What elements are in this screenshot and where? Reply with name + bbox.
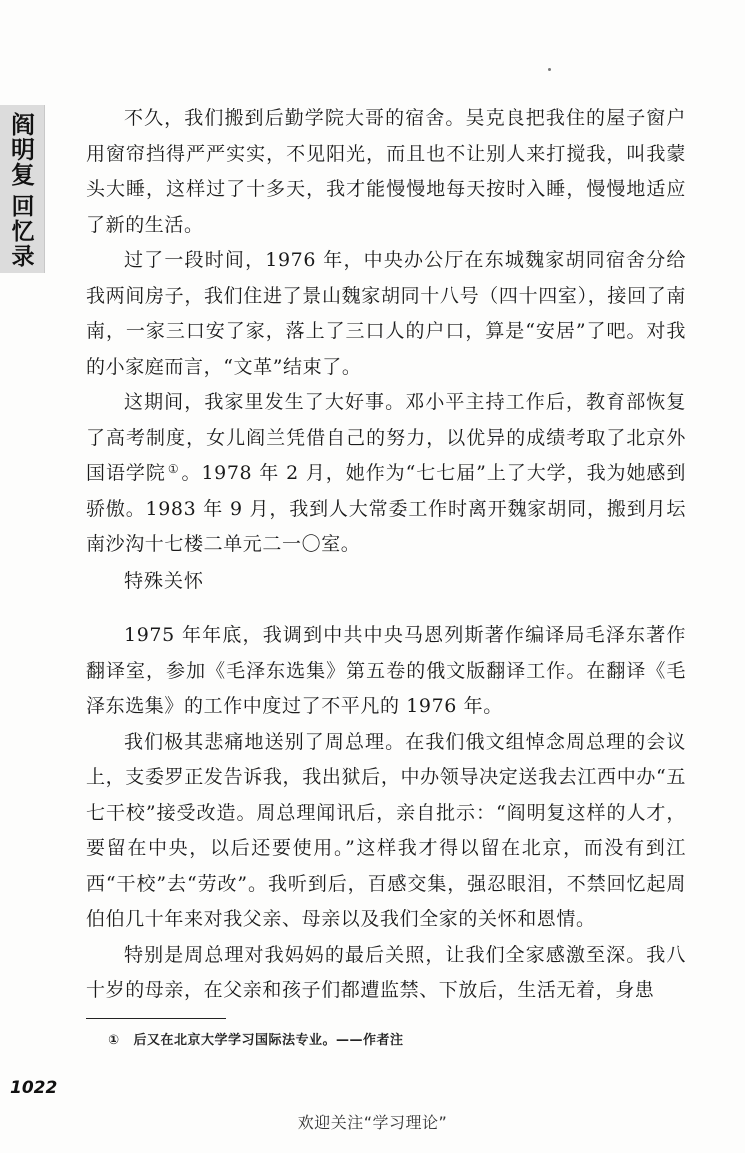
body-text-bottom <box>86 618 686 1009</box>
paragraph: 过了一段时间，1976 年，中央办公厅在东城魏家胡同宿舍分给我两间房子，我们住进了景山魏家胡同十八号（四十四室），接回了南南，一家三口安了家，落上了三口人的户口，算是“安居”了吧。对我的小家庭而言，“文革”结束了。 <box>86 249 686 378</box>
paragraph-text: 这期间，我家里发生了大好事。邓小平主持工作后，教育部恢复了高考制度，女儿阎兰凭借自己的努力，以优异的成绩考取了北京外国语学院 <box>86 391 686 484</box>
scan-speck <box>548 68 551 71</box>
page-number: 1022 <box>10 1078 58 1098</box>
footnote-text: 后又在北京大学学习国际法专业。——作者注 <box>133 1033 404 1048</box>
paragraph-with-footnote <box>86 385 686 563</box>
paragraph-text: 。1978 年 2 月，她作为“七七届”上了大学，我为她感到骄傲。1983 年 9 月，我到人大常委工作时离开魏家胡同，搬到月坛南沙沟十七楼二单元二一〇室。 <box>86 462 686 555</box>
paragraph: 特别是周总理对我妈妈的最后关照，让我们全家感激至深。我八十岁的母亲，在父亲和孩子们都遭监禁、下放后，生活无着，身患 <box>86 943 686 1001</box>
paragraph: 我们极其悲痛地送别了周总理。在我们俄文组悼念周总理的会议上，支委罗正发告诉我，我出狱后，中办领导决定送我去江西中办“五七干校”接受改造。周总理闻讯后，亲自批示：“阎明复这样的人才，要留在中央，以后还要使用。”这样我才得以留在北京，而没有到江西“干校”去“劳改”。我听到后，百感交集，强忍眼泪，不禁回忆起周伯伯几十年来对我父亲、母亲以及我们全家的关怀和恩情。 <box>86 730 686 930</box>
body-text-top <box>86 101 686 563</box>
footnote <box>108 1029 404 1048</box>
section-heading: 特殊关怀 <box>124 570 205 592</box>
paragraph: 1975 年年底，我调到中共中央马恩列斯著作编译局毛泽东著作翻译室，参加《毛泽东选集》第五卷的俄文版翻译工作。在翻译《毛泽东选集》的工作中度过了不平凡的 1976 年。 <box>86 624 686 717</box>
footnote-mark: ① <box>108 1033 120 1048</box>
side-book-title <box>6 112 40 270</box>
side-title-memoir: 回忆录 <box>11 194 35 270</box>
paragraph: 不久，我们搬到后勤学院大哥的宿舍。吴克良把我住的屋子窗户用窗帘挡得严严实实，不见阳光，而且也不让别人来打搅我，叫我蒙头大睡，这样过了十多天，我才能慢慢地每天按时入睡，慢慢地适应了新的生活。 <box>86 107 686 236</box>
watermark-text: 欢迎关注“学习理论” <box>297 1113 448 1132</box>
footnote-divider <box>86 1018 226 1019</box>
footnote-reference[interactable]: ① <box>167 462 180 476</box>
side-title-author: 阎明复 <box>11 110 35 189</box>
